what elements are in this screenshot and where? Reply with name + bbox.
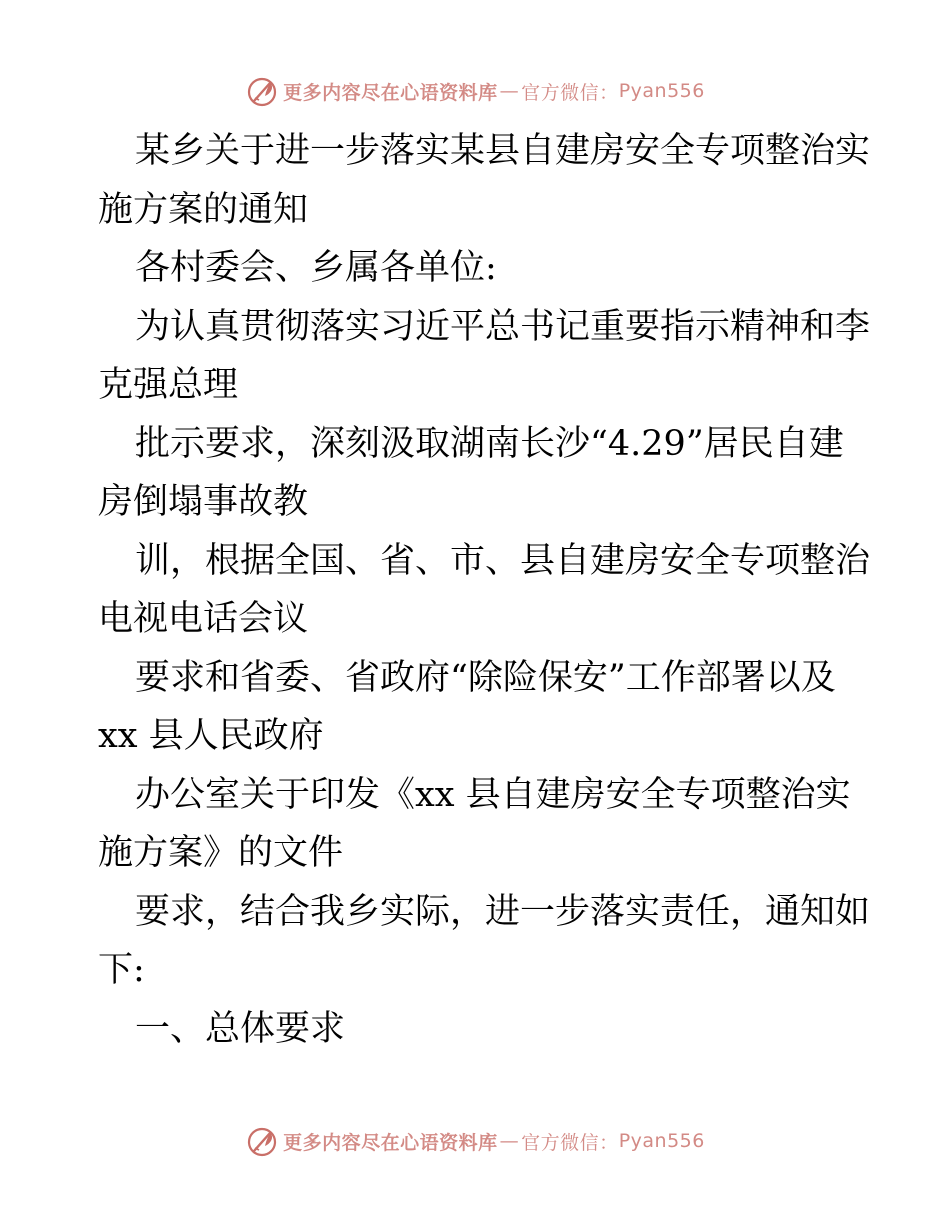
footer-watermark [0, 1124, 950, 1158]
salutation-line: 各村委会、乡属各单位: [135, 248, 497, 288]
watermark-separator: — [499, 1130, 520, 1152]
paragraph-line: 办公室关于印发《xx 县自建房安全专项整治实 [135, 774, 851, 815]
paragraph-line: 要求，结合我乡实际，进一步落实责任，通知如 [135, 891, 871, 932]
watermark-account: Pyan556 [618, 80, 705, 102]
title-line-1: 某乡关于进一步落实某县自建房安全专项整治实 [135, 131, 871, 171]
paragraph-line: xx 县人民政府 [98, 716, 324, 756]
paragraph-line: 要求和省委、省政府“除险保安”工作部署以及 [135, 657, 836, 698]
feather-pen-logo-icon [245, 1124, 279, 1158]
paragraph-line: 训，根据全国、省、市、县自建房安全专项整治 [135, 540, 871, 581]
section-heading: 一、总体要求 [135, 1008, 346, 1049]
paragraph-line: 批示要求，深刻汲取湖南长沙“4.29”居民自建 [135, 423, 844, 464]
document-body [98, 122, 871, 1058]
watermark-label: 官方微信： [521, 1131, 619, 1154]
paragraph-line: 房倒塌事故教 [98, 482, 309, 522]
paragraph-line: 电视电话会议 [98, 599, 309, 639]
watermark-label: 官方微信： [521, 81, 619, 104]
watermark-account: Pyan556 [618, 1130, 705, 1152]
watermark-separator: — [499, 80, 520, 102]
paragraph-line: 施方案》的文件 [98, 833, 344, 873]
feather-pen-logo-icon [245, 74, 279, 108]
paragraph-line: 为认真贯彻落实习近平总书记重要指示精神和李 [135, 306, 871, 347]
paragraph-line: 下: [98, 950, 145, 990]
title-line-2: 施方案的通知 [98, 189, 309, 230]
watermark-text: 更多内容尽在心语资料库 [283, 81, 498, 104]
paragraph-line: 克强总理 [98, 365, 239, 405]
watermark-text: 更多内容尽在心语资料库 [283, 1131, 498, 1154]
header-watermark [0, 74, 950, 108]
